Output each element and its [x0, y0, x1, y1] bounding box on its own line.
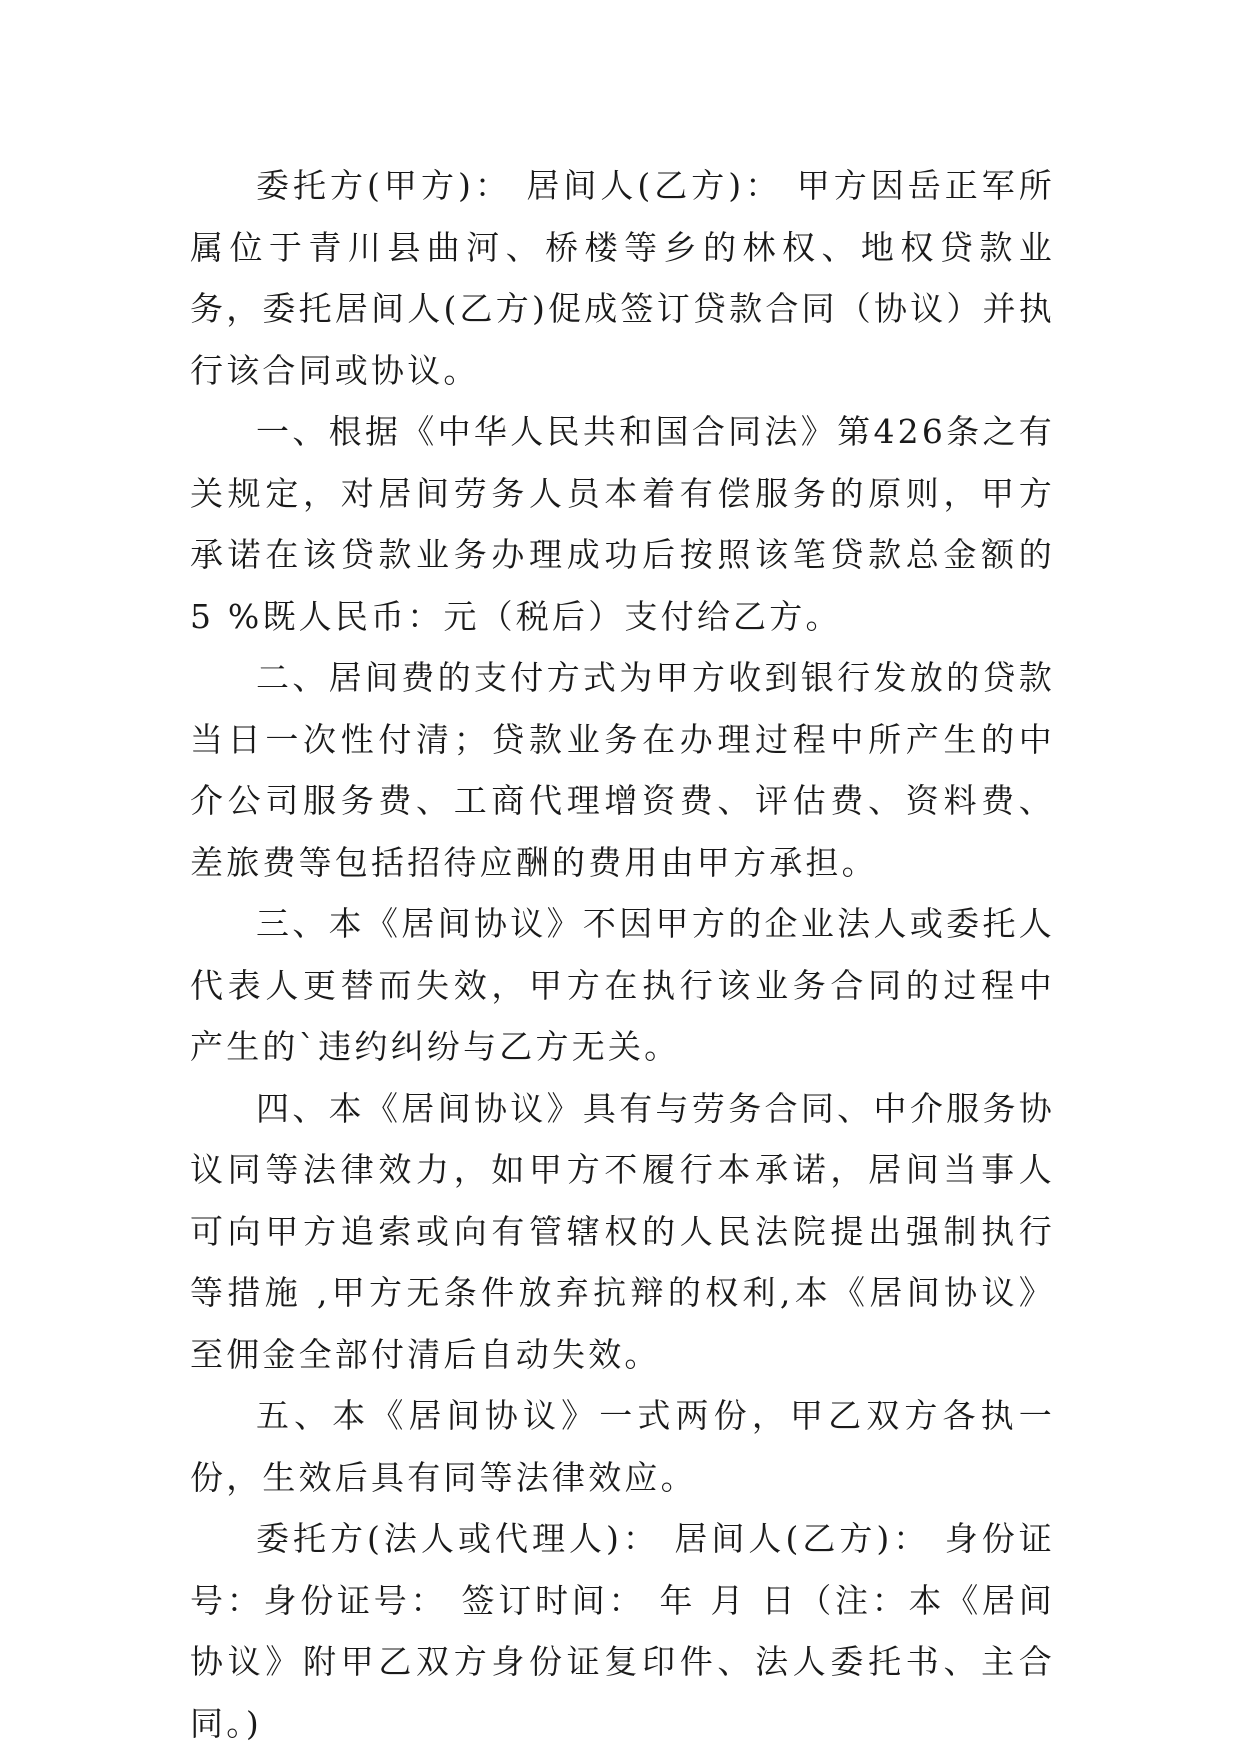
document-body — [190, 155, 1055, 1754]
paragraph-clause-2: 二、居间费的支付方式为甲方收到银行发放的贷款当日一次性付清；贷款业务在办理过程中所产生的中介公司服务费、工商代理增资费、评估费、资料费、差旅费等包括招待应酬的费用由甲方承担。 — [190, 658, 1055, 882]
paragraph-clause-1: 一、根据《中华人民共和国合同法》第426条之有关规定，对居间劳务人员本着有偿服务的原则，甲方承诺在该贷款业务办理成功后按照该笔贷款总金额的 5 %既人民币：元（税后）支付给乙方。 — [190, 412, 1055, 636]
paragraph-signature: 委托方(法人或代理人)： 居间人(乙方)： 身份证号：身份证号： 签订时间： 年 月 日（注：本《居间协议》附甲乙双方身份证复印件、法人委托书、主合同。) — [190, 1519, 1055, 1743]
paragraph-clause-4: 四、本《居间协议》具有与劳务合同、中介服务协议同等法律效力，如甲方不履行本承诺，居间当事人可向甲方追索或向有管辖权的人民法院提出强制执行等措施 ,甲方无条件放弃抗辩的权利,本《居间协议》至佣金全部付清后自动失效。 — [190, 1088, 1055, 1374]
paragraph-clause-3: 三、本《居间协议》不因甲方的企业法人或委托人代表人更替而失效，甲方在执行该业务合同的过程中产生的`违约纠纷与乙方无关。 — [190, 904, 1055, 1066]
paragraph-clause-5: 五、本《居间协议》一式两份，甲乙双方各执一份，生效后具有同等法律效应。 — [190, 1396, 1055, 1497]
paragraph-intro: 委托方(甲方)： 居间人(乙方)： 甲方因岳正军所属位于青川县曲河、桥楼等乡的林权、地权贷款业务，委托居间人(乙方)促成签订贷款合同（协议）并执行该合同或协议。 — [190, 166, 1055, 390]
